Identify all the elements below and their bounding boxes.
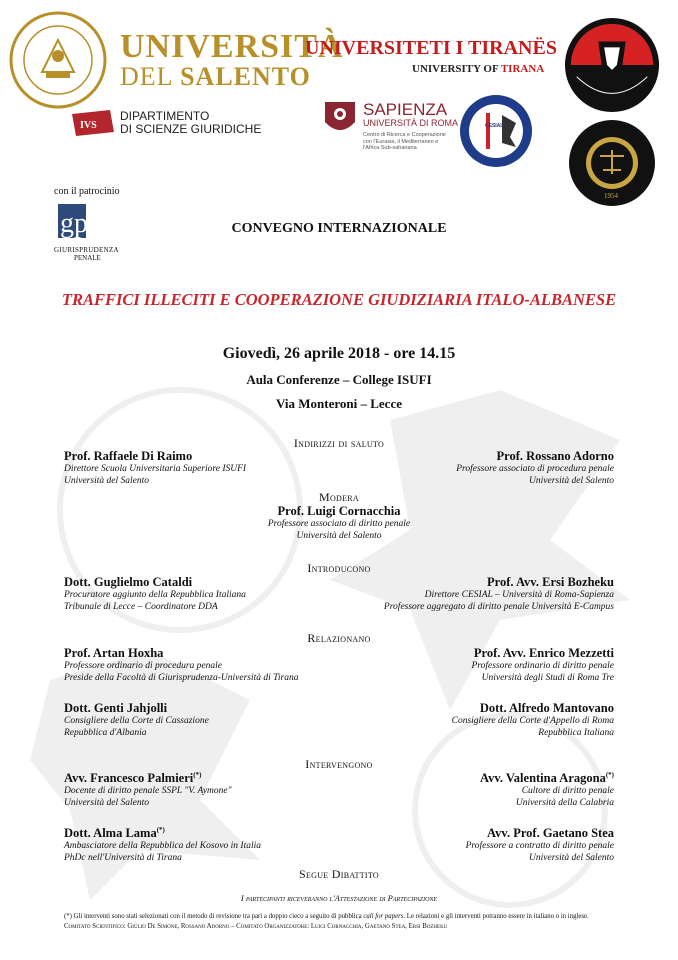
speaker-block [64,772,232,810]
speaker-name: Prof. Raffaele Di Raimo [64,449,193,463]
footnote-committees: Comitato Scientifico: Giulio De Simone, Rossano Adorno – Comitato Organizzatore: Luigi Cornacchia, Gaetano Stea, Ersi Bozheku [64,923,448,930]
speaker-block [472,647,615,685]
section-heading-modera: Modera [318,490,360,504]
dipartimento-line2: DI SCIENZE GIURIDICHE [120,122,262,136]
dipartimento-line1: DIPARTIMENTO [120,109,210,123]
speaker-block [456,450,614,488]
sapienza-subtitle: UNIVERSITÀ DI ROMA [363,118,459,128]
speaker-block [64,450,246,488]
speaker-name: Dott. Alfredo Mantovano [479,701,614,715]
patrocinio-line1: GIURISPRUDENZA [54,246,119,254]
sapienza-logo-icon [323,100,357,138]
speaker-affiliation: Repubblica d'Albania [64,727,147,738]
speaker-block [384,576,614,614]
patrocinio-line2: PENALE [74,254,101,262]
speaker-affiliation: Università del Salento [529,475,614,486]
section-heading-intervengono: Intervengono [305,757,373,771]
speaker-name: Prof. Avv. Enrico Mezzetti [473,646,614,660]
tirana-title: UNIVERSITETI I TIRANËS [305,37,557,59]
speaker-affiliation: Tribunale di Lecce – Coordinatore DDA [64,601,218,612]
speaker-role: Professore associato di diritto penale [267,518,411,529]
speaker-name: Avv. Prof. Gaetano Stea [487,826,614,840]
convegno-label: CONVEGNO INTERNAZIONALE [231,221,447,236]
dipartimento-logo-icon [70,110,116,136]
speaker-affiliation: Università del Salento [296,530,382,541]
speaker-affiliation: Preside della Facoltà di Giurisprudenza-Università di Tirana [64,672,299,683]
speaker-role: Professore a contratto di diritto penale [465,840,614,851]
section-heading-dibattito: Segue Dibattito [298,867,379,881]
sapienza-center-text: Centro di Ricerca e Cooperazione con l'Eurasia, il Mediterraneo e l'Africa Sub-sahariana [363,132,446,152]
tirana-university-logo-icon [563,16,661,114]
unisalento-name: UNIVERSITÀ [120,28,344,65]
speaker-name: Dott. Guglielmo Cataldi [64,575,193,589]
tirana-subtitle: UNIVERSITY OF TIRANA [412,63,545,75]
section-heading-relazionano: Relazionano [307,631,371,645]
speaker-name: Avv. Valentina Aragona(*) [479,771,614,786]
speaker-block [64,647,299,685]
section-heading-saluti: Indirizzi di saluto [293,436,385,450]
speaker-block [64,702,209,740]
svg-text:1954: 1954 [604,192,618,200]
patrocinio-label: con il patrocinio [54,186,120,197]
faculty-law-logo-icon [567,118,657,208]
speaker-role: Ambasciatore della Repubblica del Kosovo in Italia [64,840,262,851]
unisalento-seal-icon [8,10,108,110]
speaker-affiliation: Università del Salento [64,475,149,486]
speaker-role: Professore ordinario di diritto penale [471,660,614,671]
speaker-affiliation: Repubblica Italiana [538,727,614,738]
event-date: Giovedì, 26 aprile 2018 - ore 14.15 [222,345,456,362]
section-heading-introducono: Introducono [307,561,371,575]
speaker-role: Direttore Scuola Universitaria Superiore ISUFI [64,463,247,474]
speaker-name: Prof. Rossano Adorno [496,449,614,463]
speaker-role: Professore ordinario di procedura penale [64,660,222,671]
speaker-affiliation: Università del Salento [64,797,149,808]
footnote-mark: (*) [156,826,165,834]
speaker-role: Consigliere della Corte di Cassazione [64,715,209,726]
speaker-affiliation: Università degli Studi di Roma Tre [481,672,614,683]
speaker-role: Consigliere della Corte d'Appello di Roma [451,715,614,726]
speaker-block [452,702,614,740]
speaker-role: Direttore CESIAL – Università di Roma-Sapienza [424,589,614,600]
footnote-mark: (*) [193,771,202,779]
speaker-block [480,772,614,810]
speaker-affiliation: Professore aggregato di diritto penale Università E-Campus [383,601,614,612]
svg-text:CESIAL: CESIAL [485,123,504,129]
speaker-block [64,576,246,614]
speaker-affiliation: PhDc nell'Università di Tirana [64,852,182,863]
speaker-role: Procuratore aggiunto della Repubblica Italiana [64,589,246,600]
svg-text:gp: gp [60,208,88,239]
speaker-block [64,827,261,865]
sapienza-name: SAPIENZA [363,100,448,119]
attestation-note: I partecipanti riceveranno l'Attestazione di Partecipazione [240,893,438,903]
speaker-name: Prof. Avv. Ersi Bozheku [487,575,614,589]
speaker-name: Prof. Artan Hoxha [64,646,164,660]
speaker-name: Dott. Genti Jahjolli [64,701,168,715]
speaker-affiliation: Università della Calabria [515,797,614,808]
speaker-name: Avv. Francesco Palmieri(*) [64,771,202,786]
event-venue: Aula Conferenze – College ISUFI [246,372,432,387]
speaker-role: Docente di diritto penale SSPL "V. Aymone" [64,785,232,796]
speaker-role: Professore associato di procedura penale [456,463,614,474]
footnote-mark: (*) [605,771,614,779]
speaker-block [466,827,614,865]
unisalento-name-line2: DEL SALENTO [120,62,311,91]
speaker-role: Cultore di diritto penale [521,785,614,796]
svg-text:IVS: IVS [80,120,97,131]
speaker-name: Prof. Luigi Cornacchia [277,504,401,518]
speaker-name: Dott. Alma Lama(*) [64,826,165,841]
footnote-selection: (*) Gli interventi sono stati selezionati con il metodo di revisione tra pari a doppio cieco a seguito di pubblica call for papers. Le relazioni e gli interventi potranno essere in italiano o in inglese. [64,913,589,920]
event-title: TRAFFICI ILLECITI E COOPERAZIONE GIUDIZIARIA ITALO-ALBANESE [61,290,617,309]
event-address: Via Monteroni – Lecce [276,396,402,411]
speaker-affiliation: Università del Salento [529,852,614,863]
cesial-logo-icon [458,93,534,169]
speaker-block [0,505,678,543]
